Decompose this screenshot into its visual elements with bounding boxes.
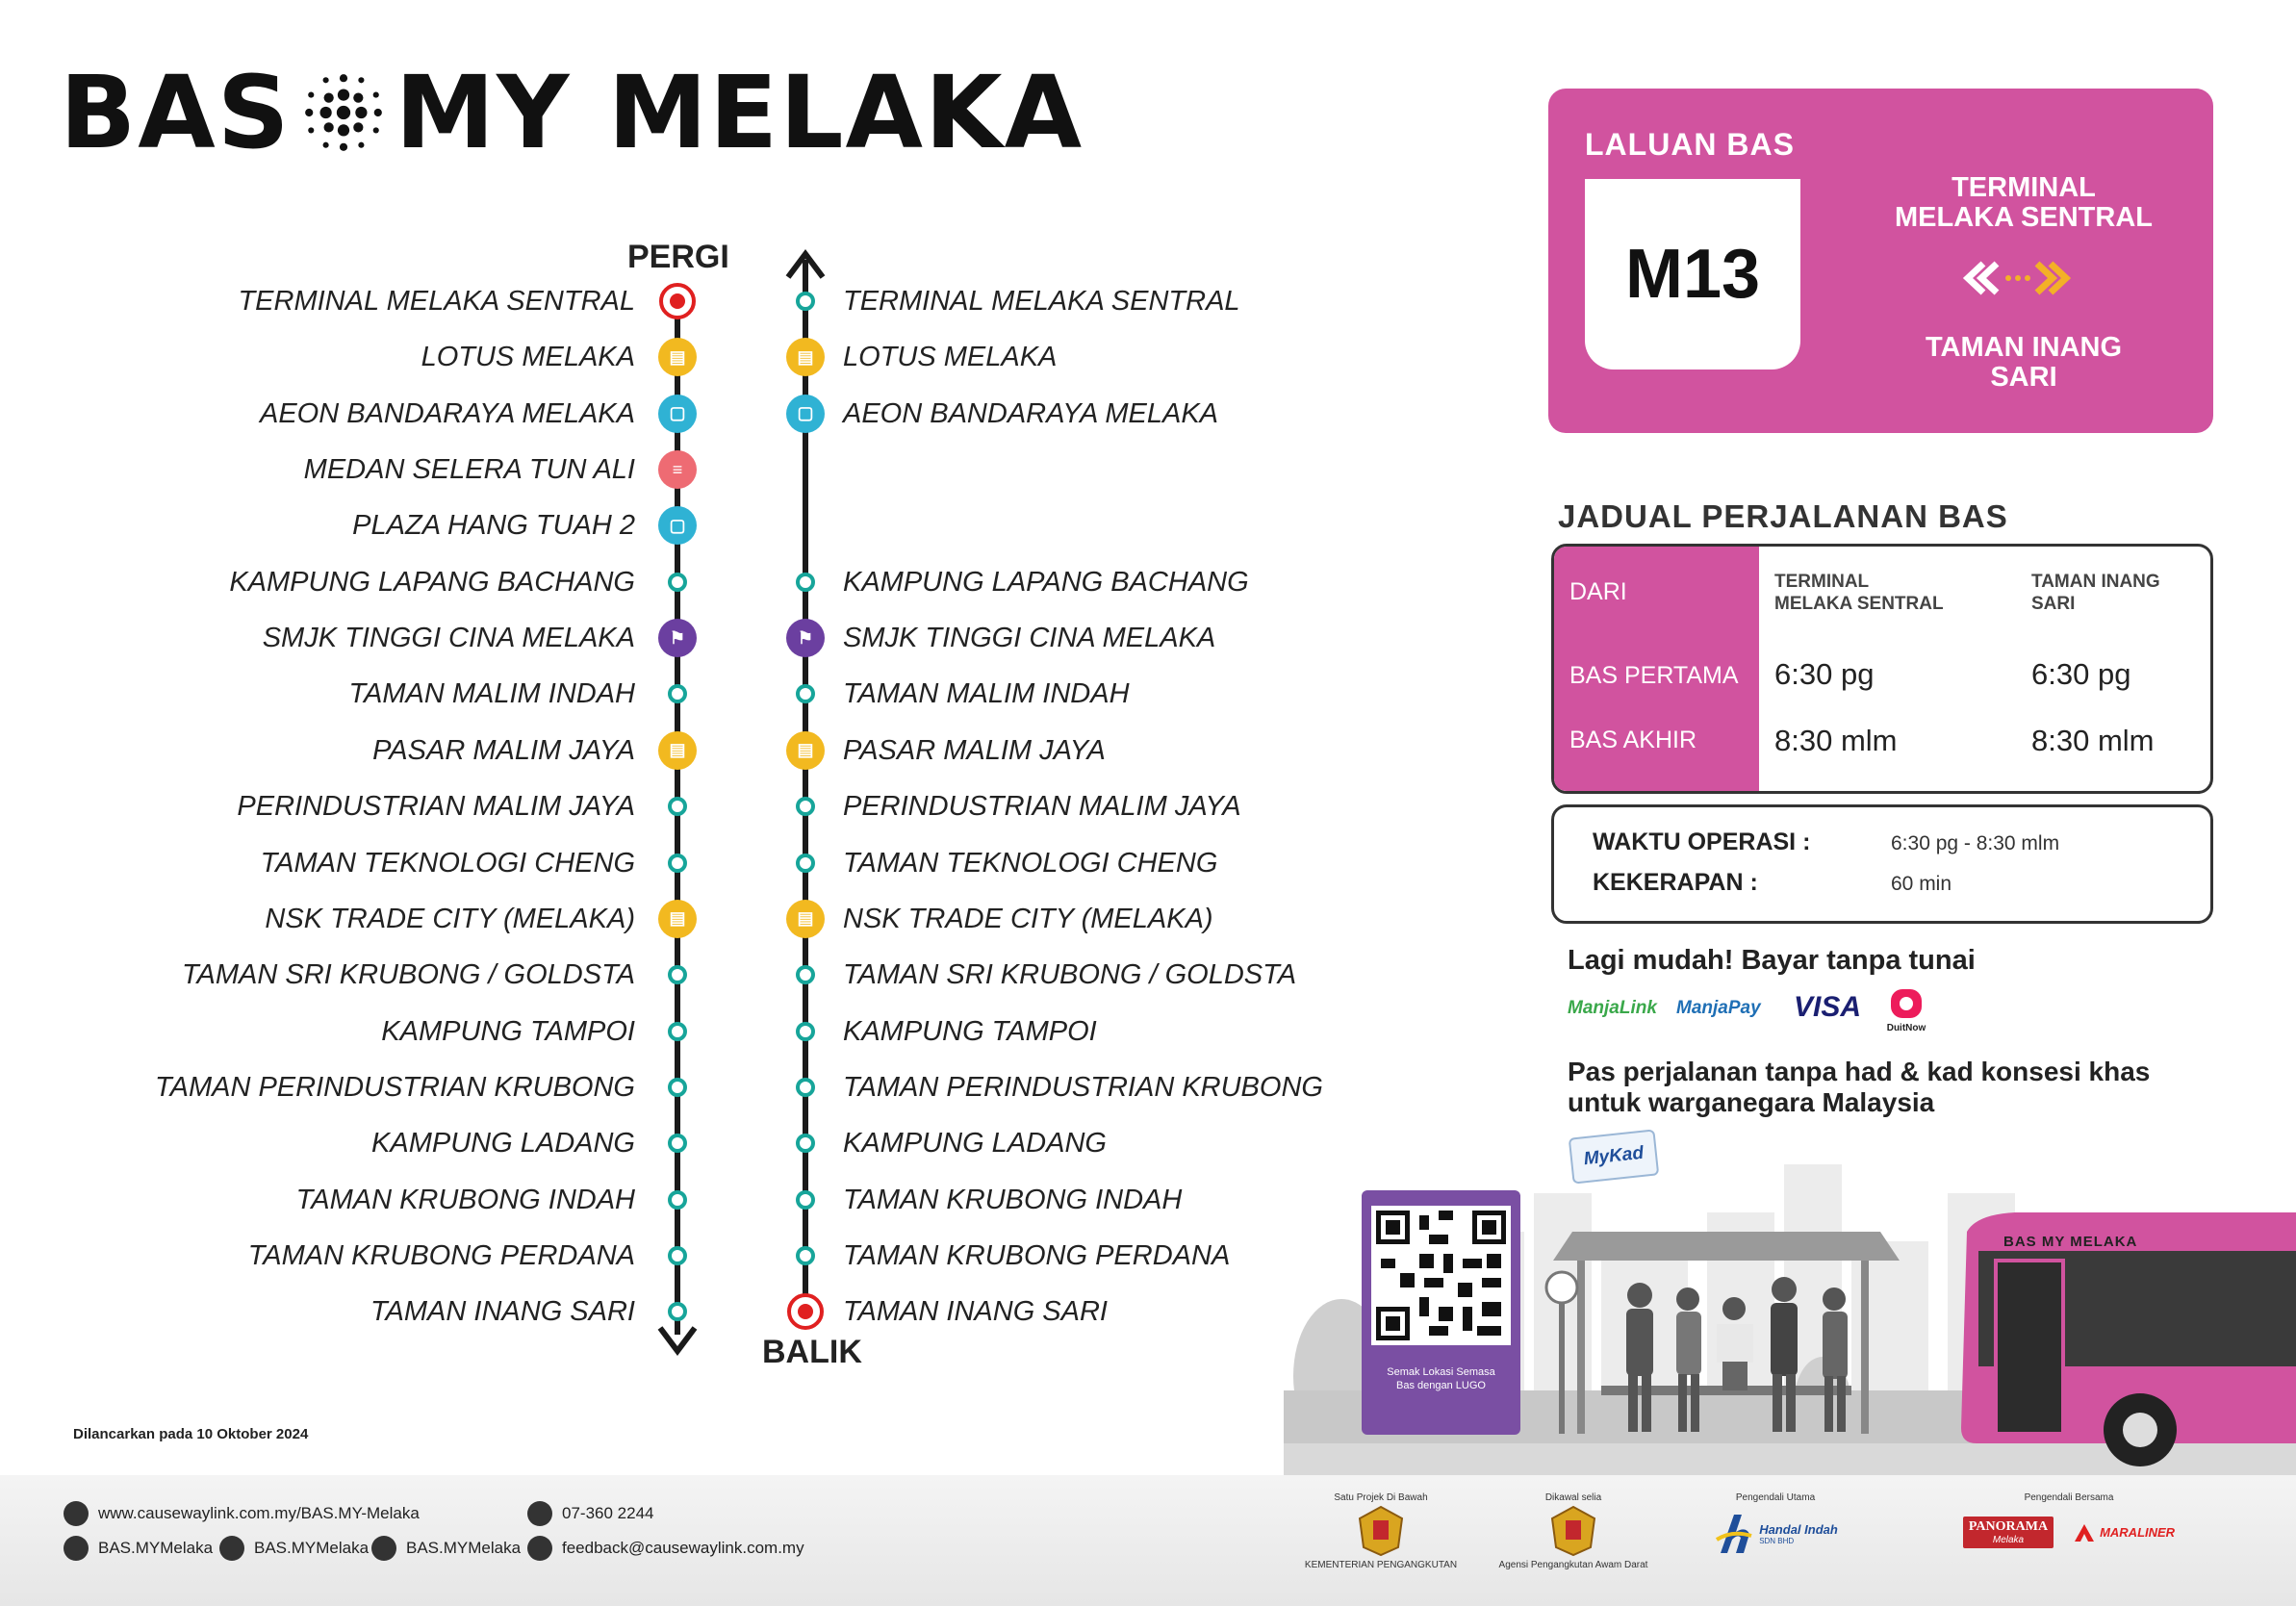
balik-stop: TAMAN INANG SARI	[843, 1296, 1108, 1328]
pergi-stop: KAMPUNG LADANG	[371, 1128, 635, 1160]
pergi-stop-13-node-icon	[668, 965, 687, 984]
email-text: feedback@causewaylink.com.my	[562, 1539, 804, 1557]
up-arrow-icon	[784, 246, 827, 287]
balik-stop-1-node-icon	[796, 292, 815, 311]
brand-logo	[60, 54, 1084, 171]
balik-stop-8-node-icon	[796, 684, 815, 703]
balik-stop: TAMAN MALIM INDAH	[843, 678, 1130, 710]
pergi-stop: TAMAN KRUBONG INDAH	[295, 1184, 635, 1215]
launch-date: Dilancarkan pada 10 Oktober 2024	[73, 1426, 309, 1442]
visa-logo: VISA	[1794, 991, 1862, 1023]
balik-stop: TERMINAL MELAKA SENTRAL	[843, 286, 1240, 317]
qr-caption	[1362, 1365, 1520, 1392]
pergi-stop-18-node-icon	[668, 1246, 687, 1265]
balik-stop: TAMAN SRI KRUBONG / GOLDSTA	[843, 959, 1297, 991]
email-link[interactable]	[527, 1536, 804, 1561]
col-taman-line2: SARI	[2031, 594, 2076, 614]
mail-icon	[527, 1536, 552, 1561]
pergi-stop: NSK TRADE CITY (MELAKA)	[265, 903, 635, 934]
pergi-stop: TAMAN KRUBONG PERDANA	[247, 1239, 635, 1271]
duitnow-icon	[1889, 987, 1924, 1020]
balik-stop-10-node-icon	[796, 797, 815, 816]
first-bus-taman: 6:30 pg	[2031, 657, 2131, 691]
balik-label: BALIK	[762, 1334, 862, 1370]
footer	[0, 1475, 2296, 1606]
brand-left: BAS	[60, 54, 292, 171]
pergi-stop-5-mall-icon: ▢	[658, 506, 697, 545]
duitnow-text: DuitNow	[1886, 1023, 1926, 1033]
pergi-stop: KAMPUNG TAMPOI	[381, 1015, 635, 1047]
sponsor-ministry-name: KEMENTERIAN PENGANGKUTAN	[1304, 1560, 1458, 1570]
balik-stop-11-node-icon	[796, 854, 815, 873]
qr-panel	[1362, 1190, 1520, 1435]
last-bus-terminal: 8:30 mlm	[1774, 724, 1898, 757]
route-destination	[1879, 333, 2168, 393]
col-taman-line1: TAMAN INANG	[2031, 572, 2160, 592]
route-destination-line2: SARI	[1990, 362, 2057, 393]
pergi-stop: LOTUS MELAKA	[421, 342, 635, 373]
balik-stop-16-node-icon	[796, 1134, 815, 1153]
pergi-stop: TAMAN PERINDUSTRIAN KRUBONG	[155, 1071, 635, 1103]
pergi-stop-4-food-icon: ≡	[658, 450, 697, 489]
qr-code-icon	[1371, 1206, 1511, 1345]
down-arrow-icon	[656, 1318, 699, 1359]
pergi-stop-14-node-icon	[668, 1022, 687, 1041]
tiktok-icon	[371, 1536, 396, 1561]
sponsor-joint-caption: Pengendali Bersama	[2024, 1492, 2114, 1503]
balik-stop-12-shop-icon: ▤	[786, 900, 825, 938]
row-bas-akhir: BAS AKHIR	[1569, 727, 1696, 753]
route-destination-line1: TAMAN INANG	[1925, 332, 2123, 363]
schedule-title: JADUAL PERJALANAN BAS	[1558, 498, 2008, 534]
operations-box	[1551, 804, 2213, 924]
handal-logo	[1694, 1511, 1857, 1557]
dots-icon	[299, 68, 388, 157]
hours-label: WAKTU OPERASI :	[1593, 828, 1811, 855]
facebook-link[interactable]	[64, 1536, 213, 1561]
balik-stop-9-shop-icon: ▤	[786, 731, 825, 770]
sponsor-apad-name: Agensi Pengangkutan Awam Darat	[1498, 1560, 1648, 1570]
sponsor-ministry-caption: Satu Projek Di Bawah	[1334, 1492, 1428, 1503]
sponsor-handal-caption: Pengendali Utama	[1735, 1492, 1816, 1503]
mykad-text: MyKad	[1582, 1142, 1645, 1170]
balik-stop: KAMPUNG TAMPOI	[843, 1015, 1097, 1047]
website-text: www.causewaylink.com.my/BAS.MY-Melaka	[98, 1504, 420, 1522]
instagram-link[interactable]	[219, 1536, 369, 1561]
globe-icon	[64, 1501, 89, 1526]
pergi-stop: TERMINAL MELAKA SENTRAL	[238, 286, 635, 317]
route-origin-line1: TERMINAL	[1952, 172, 2096, 203]
row-dari: DARI	[1569, 578, 1627, 605]
handal-name: Handal Indah	[1759, 1522, 1838, 1537]
sponsor-apad	[1492, 1492, 1655, 1570]
pergi-stop: PLAZA HANG TUAH 2	[352, 510, 635, 542]
panorama-name: PANORAMA	[1968, 1519, 2049, 1534]
duitnow-logo	[1882, 987, 1930, 1035]
balik-stop: SMJK TINGGI CINA MELAKA	[843, 623, 1216, 654]
pergi-stop: SMJK TINGGI CINA MELAKA	[262, 623, 635, 654]
pergi-stop: PASAR MALIM JAYA	[372, 734, 635, 766]
row-bas-pertama: BAS PERTAMA	[1569, 662, 1739, 689]
sponsor-apad-caption: Dikawal selia	[1544, 1492, 1602, 1503]
last-bus-taman: 8:30 mlm	[2031, 724, 2155, 757]
balik-stop: PERINDUSTRIAN MALIM JAYA	[843, 791, 1241, 823]
phone-text: 07-360 2244	[562, 1504, 654, 1522]
col-terminal-header	[1774, 571, 1944, 615]
balik-stop: KAMPUNG LAPANG BACHANG	[843, 566, 1249, 598]
balik-stop: TAMAN TEKNOLOGI CHENG	[843, 847, 1218, 879]
sponsor-ministry	[1299, 1492, 1463, 1570]
col-taman-header	[2031, 571, 2160, 615]
facebook-icon	[64, 1536, 89, 1561]
first-bus-terminal: 6:30 pg	[1774, 657, 1875, 691]
balik-stop-17-node-icon	[796, 1190, 815, 1210]
tiktok-link[interactable]	[371, 1536, 521, 1561]
balik-stop-2-shop-icon: ▤	[786, 338, 825, 376]
sponsor-handal	[1694, 1492, 1857, 1557]
pergi-stop: MEDAN SELERA TUN ALI	[303, 454, 635, 486]
pass-text: Pas perjalanan tanpa had & kad konsesi khas untuk warganegara Malaysia	[1568, 1057, 2151, 1117]
balik-stop: TAMAN KRUBONG INDAH	[843, 1184, 1183, 1215]
pergi-stop: AEON BANDARAYA MELAKA	[259, 397, 635, 429]
balik-stop: TAMAN KRUBONG PERDANA	[843, 1239, 1231, 1271]
maraliner-logo	[2073, 1522, 2175, 1543]
coat-of-arms-icon	[1544, 1503, 1602, 1557]
pergi-stop-17-node-icon	[668, 1190, 687, 1210]
handal-sub: SDN BHD	[1759, 1537, 1795, 1545]
coat-of-arms-icon	[1352, 1503, 1410, 1557]
instagram-text: BAS.MYMelaka	[254, 1539, 370, 1557]
sponsor-joint	[1925, 1492, 2213, 1548]
pergi-label: PERGI	[627, 239, 729, 275]
pergi-stop-16-node-icon	[668, 1134, 687, 1153]
instagram-icon	[219, 1536, 244, 1561]
balik-stop-3-mall-icon: ▢	[786, 395, 825, 433]
pergi-stop: PERINDUSTRIAN MALIM JAYA	[237, 791, 635, 823]
website-link[interactable]	[64, 1501, 420, 1526]
pergi-stop: TAMAN INANG SARI	[370, 1296, 635, 1328]
payment-title: Lagi mudah! Bayar tanpa tunai	[1568, 945, 1976, 976]
pergi-stop-11-node-icon	[668, 854, 687, 873]
pergi-stop-1-terminal-icon	[659, 283, 696, 319]
phone-link[interactable]	[527, 1501, 653, 1526]
pergi-stop-2-shop-icon: ▤	[658, 338, 697, 376]
pergi-stop-15-node-icon	[668, 1078, 687, 1097]
phone-icon	[527, 1501, 552, 1526]
balik-stop-18-node-icon	[796, 1246, 815, 1265]
maraliner-name: MARALINER	[2100, 1525, 2176, 1540]
panorama-sub: Melaka	[1992, 1535, 2025, 1545]
panorama-logo	[1963, 1517, 2054, 1548]
pergi-stop-8-node-icon	[668, 684, 687, 703]
balik-stop: NSK TRADE CITY (MELAKA)	[843, 903, 1213, 934]
balik-stop: AEON BANDARAYA MELAKA	[843, 397, 1219, 429]
col-terminal-line2: MELAKA SENTRAL	[1774, 594, 1944, 614]
pergi-stop-9-shop-icon: ▤	[658, 731, 697, 770]
pergi-stop-7-school-icon: ⚑	[658, 619, 697, 657]
qr-caption-line2: Bas dengan LUGO	[1396, 1380, 1486, 1391]
joint-logos	[1925, 1517, 2213, 1548]
balik-stop: KAMPUNG LADANG	[843, 1128, 1107, 1160]
tiktok-text: BAS.MYMelaka	[406, 1539, 522, 1557]
brand-right: MY MELAKA	[395, 54, 1084, 171]
route-origin-line2: MELAKA SENTRAL	[1895, 202, 2153, 233]
hours-value: 6:30 pg - 8:30 mlm	[1891, 832, 2060, 854]
pergi-stop: KAMPUNG LAPANG BACHANG	[229, 566, 635, 598]
qr-caption-line1: Semak Lokasi Semasa	[1387, 1366, 1495, 1378]
route-card	[1548, 89, 2213, 433]
balik-stop: PASAR MALIM JAYA	[843, 734, 1106, 766]
pergi-stop: TAMAN SRI KRUBONG / GOLDSTA	[181, 959, 635, 991]
frequency-value: 60 min	[1891, 873, 1952, 895]
direction-arrows-icon	[1962, 258, 2078, 298]
route-card-label: LALUAN BAS	[1585, 127, 1795, 162]
pergi-stop-12-shop-icon: ▤	[658, 900, 697, 938]
balik-stop-14-node-icon	[796, 1022, 815, 1041]
pergi-stop: TAMAN TEKNOLOGI CHENG	[260, 847, 635, 879]
balik-stop-19-terminal-icon	[787, 1293, 824, 1330]
route-number: M13	[1585, 179, 1800, 370]
balik-stop-7-school-icon: ⚑	[786, 619, 825, 657]
facebook-text: BAS.MYMelaka	[98, 1539, 214, 1557]
route-origin	[1879, 173, 2168, 233]
manjapay-logo: ManjaPay	[1676, 998, 1761, 1018]
balik-stop-6-node-icon	[796, 573, 815, 592]
schedule-table	[1551, 544, 2213, 794]
balik-stop-13-node-icon	[796, 965, 815, 984]
balik-stop: LOTUS MELAKA	[843, 342, 1058, 373]
maraliner-icon	[2073, 1522, 2096, 1543]
frequency-label: KEKERAPAN :	[1593, 869, 1758, 896]
pergi-stop-10-node-icon	[668, 797, 687, 816]
balik-stop: TAMAN PERINDUSTRIAN KRUBONG	[843, 1071, 1323, 1103]
pergi-stop-3-mall-icon: ▢	[658, 395, 697, 433]
manjalink-logo: ManjaLink	[1568, 998, 1657, 1018]
pergi-stop-6-node-icon	[668, 573, 687, 592]
handal-h-icon	[1713, 1511, 1755, 1557]
bus-brand-text: BAS MY MELAKA	[2003, 1234, 2138, 1250]
col-terminal-line1: TERMINAL	[1774, 572, 1870, 592]
pergi-stop: TAMAN MALIM INDAH	[348, 678, 635, 710]
balik-stop-15-node-icon	[796, 1078, 815, 1097]
